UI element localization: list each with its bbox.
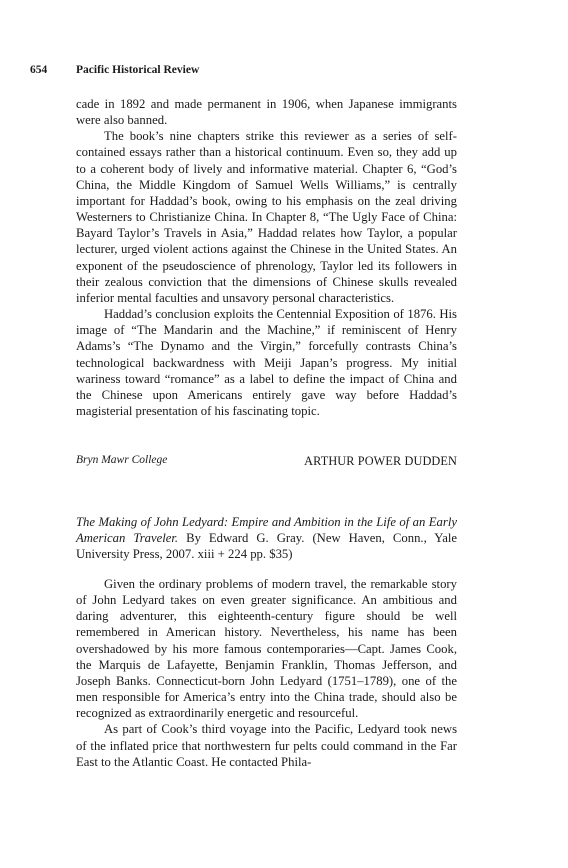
book-citation — [76, 514, 457, 562]
review-paragraph: Haddad’s conclusion exploits the Centennial Exposition of 1876. His image of “The Mandarin and the Machine,” if reminiscent of Henry Adams’s “The Dynamo and the Virgin,” forcefully contrasts China’s technological backwardness with Meiji Japan’s progress. My initial wariness toward “romance” as a label to define the impact of China and the Chinese upon Americans entirely gave way before Haddad’s magisterial presentation of his fascinating topic. — [76, 307, 457, 418]
book-publication-details: By Edward G. Gray. (New Haven, Conn., Yale University Press, 2007. xiii + 224 pp. $35) — [76, 531, 457, 562]
reviewer-institution: Bryn Mawr College — [76, 454, 168, 466]
review-body — [76, 96, 457, 419]
review-signature — [76, 454, 457, 472]
review-paragraph: The book’s nine chapters strike this reviewer as a series of self-contained essays rather than a historical continuum. Even so, they add up to a coherent body of lively and informative material. Chapter 6, “God’s China, the Middle Kingdom of Samuel Wells Williams,” is centrally important for Haddad’s book, owing to his emphasis on the zeal driving Westerners to Christianize China. In Chapter 8, “The Ugly Face of China: Bayard Taylor’s Travels in Asia,” Haddad relates how Taylor, a popular lecturer, urged violent actions against the Chinese in the United States. An exponent of the pseudoscience of phrenology, Taylor led its followers in their zealous conviction that the dimensions of Chinese skulls revealed inferior mental faculties and unsavory personal characteristics. — [76, 129, 457, 305]
page-number: 654 — [30, 64, 48, 76]
review-paragraph: Given the ordinary problems of modern travel, the remarkable story of John Ledyard takes on even greater significance. An ambitious and daring adventurer, this eighteenth-century figure should be well remembered in American history. Nevertheless, his name has been overshadowed by his more famous contemporaries—Capt. James Cook, the Marquis de Lafayette, Benjamin Franklin, Thomas Jefferson, and Joseph Banks. Connecticut-born John Ledyard (1751–1789), one of the men responsible for America’s entry into the China trade, should also be recognized as extraordinarily energetic and resourceful. — [76, 577, 457, 721]
running-head — [30, 64, 490, 82]
review-body — [76, 576, 457, 770]
reviewer-name: ARTHUR POWER DUDDEN — [304, 454, 457, 468]
book-title: The Making of John Ledyard: Empire and Ambition in the Life of an Early American Traveler. — [76, 515, 457, 546]
review-paragraph: cade in 1892 and made permanent in 1906, when Japanese immigrants were also banned. — [76, 97, 457, 128]
journal-title: Pacific Historical Review — [76, 64, 200, 76]
review-paragraph: As part of Cook’s third voyage into the Pacific, Ledyard took news of the inflated price that northwestern fur pelts could command in the Far East to the Atlantic Coast. He contacted Phila- — [76, 722, 457, 769]
